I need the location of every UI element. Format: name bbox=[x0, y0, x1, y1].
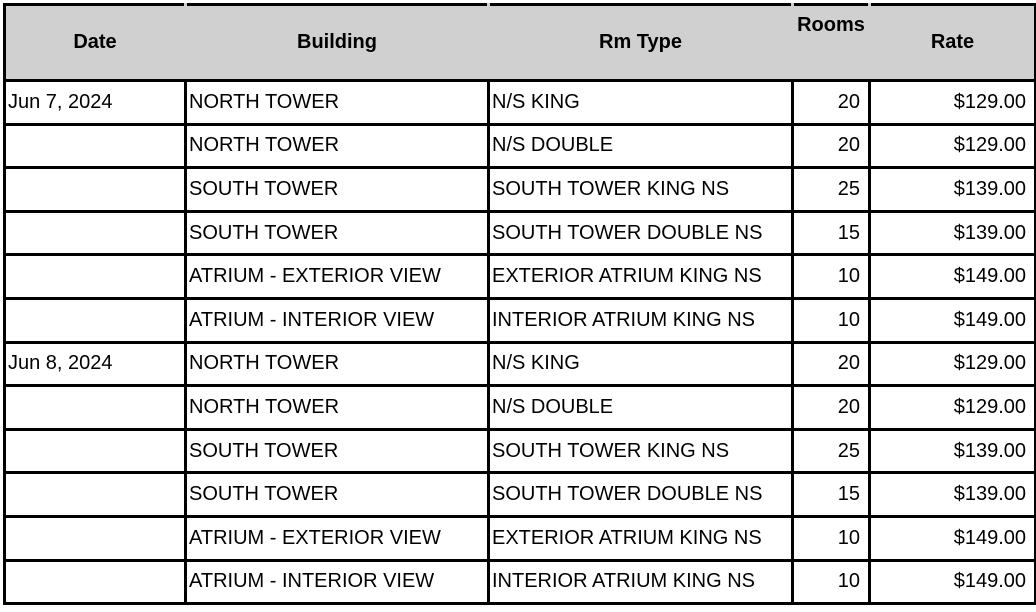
cell-rooms: 25 bbox=[793, 168, 870, 212]
cell-rm-type: SOUTH TOWER DOUBLE NS bbox=[489, 473, 793, 517]
cell-date bbox=[5, 473, 186, 517]
cell-rooms: 20 bbox=[793, 386, 870, 430]
cell-building: SOUTH TOWER bbox=[186, 168, 489, 212]
table-row bbox=[5, 560, 1036, 604]
cell-rooms: 20 bbox=[793, 124, 870, 168]
cell-date bbox=[5, 560, 186, 604]
cell-building: NORTH TOWER bbox=[186, 124, 489, 168]
cell-date bbox=[5, 168, 186, 212]
table-body bbox=[5, 81, 1036, 604]
cell-rate: $149.00 bbox=[870, 298, 1036, 342]
cell-building: ATRIUM - EXTERIOR VIEW bbox=[186, 255, 489, 299]
table-row bbox=[5, 429, 1036, 473]
cell-rooms: 10 bbox=[793, 255, 870, 299]
cell-rooms: 15 bbox=[793, 211, 870, 255]
table-row bbox=[5, 386, 1036, 430]
table-header bbox=[5, 5, 1036, 81]
cell-rm-type: EXTERIOR ATRIUM KING NS bbox=[489, 255, 793, 299]
cell-date: Jun 8, 2024 bbox=[5, 342, 186, 386]
cell-date: Jun 7, 2024 bbox=[5, 81, 186, 125]
cell-date bbox=[5, 255, 186, 299]
cell-rm-type: INTERIOR ATRIUM KING NS bbox=[489, 298, 793, 342]
cell-rooms: 10 bbox=[793, 560, 870, 604]
cell-building: SOUTH TOWER bbox=[186, 429, 489, 473]
header-rate: Rate bbox=[870, 5, 1036, 81]
cell-rate: $129.00 bbox=[870, 81, 1036, 125]
cell-building: ATRIUM - INTERIOR VIEW bbox=[186, 560, 489, 604]
cell-building: ATRIUM - INTERIOR VIEW bbox=[186, 298, 489, 342]
cell-rm-type: SOUTH TOWER KING NS bbox=[489, 429, 793, 473]
table-row bbox=[5, 516, 1036, 560]
table-row bbox=[5, 255, 1036, 299]
cell-rate: $139.00 bbox=[870, 429, 1036, 473]
header-rm-type: Rm Type bbox=[489, 5, 793, 81]
table-row bbox=[5, 168, 1036, 212]
cell-rate: $149.00 bbox=[870, 255, 1036, 299]
cell-building: SOUTH TOWER bbox=[186, 473, 489, 517]
cell-rooms: 20 bbox=[793, 342, 870, 386]
table-row bbox=[5, 473, 1036, 517]
cell-rooms: 25 bbox=[793, 429, 870, 473]
room-block-table bbox=[3, 3, 1036, 605]
table-row bbox=[5, 342, 1036, 386]
cell-date bbox=[5, 429, 186, 473]
cell-date bbox=[5, 124, 186, 168]
cell-rooms: 10 bbox=[793, 516, 870, 560]
cell-rm-type: EXTERIOR ATRIUM KING NS bbox=[489, 516, 793, 560]
table-row bbox=[5, 124, 1036, 168]
cell-rate: $149.00 bbox=[870, 516, 1036, 560]
cell-rate: $149.00 bbox=[870, 560, 1036, 604]
cell-rm-type: N/S KING bbox=[489, 342, 793, 386]
cell-rate: $129.00 bbox=[870, 342, 1036, 386]
cell-building: NORTH TOWER bbox=[186, 342, 489, 386]
cell-rate: $129.00 bbox=[870, 124, 1036, 168]
cell-rate: $139.00 bbox=[870, 168, 1036, 212]
table-row bbox=[5, 81, 1036, 125]
cell-rm-type: N/S DOUBLE bbox=[489, 124, 793, 168]
cell-rate: $139.00 bbox=[870, 211, 1036, 255]
cell-building: NORTH TOWER bbox=[186, 386, 489, 430]
cell-building: SOUTH TOWER bbox=[186, 211, 489, 255]
cell-rm-type: N/S KING bbox=[489, 81, 793, 125]
cell-rm-type: N/S DOUBLE bbox=[489, 386, 793, 430]
cell-rate: $129.00 bbox=[870, 386, 1036, 430]
cell-date bbox=[5, 298, 186, 342]
header-building: Building bbox=[186, 5, 489, 81]
cell-rm-type: INTERIOR ATRIUM KING NS bbox=[489, 560, 793, 604]
cell-rm-type: SOUTH TOWER KING NS bbox=[489, 168, 793, 212]
cell-rate: $139.00 bbox=[870, 473, 1036, 517]
cell-building: NORTH TOWER bbox=[186, 81, 489, 125]
cell-rooms: 15 bbox=[793, 473, 870, 517]
cell-date bbox=[5, 516, 186, 560]
header-row bbox=[5, 5, 1036, 81]
table-row bbox=[5, 298, 1036, 342]
cell-date bbox=[5, 211, 186, 255]
cell-date bbox=[5, 386, 186, 430]
cell-rooms: 20 bbox=[793, 81, 870, 125]
cell-rm-type: SOUTH TOWER DOUBLE NS bbox=[489, 211, 793, 255]
cell-building: ATRIUM - EXTERIOR VIEW bbox=[186, 516, 489, 560]
header-date: Date bbox=[5, 5, 186, 81]
header-rooms: Rooms bbox=[793, 5, 870, 81]
table-row bbox=[5, 211, 1036, 255]
cell-rooms: 10 bbox=[793, 298, 870, 342]
